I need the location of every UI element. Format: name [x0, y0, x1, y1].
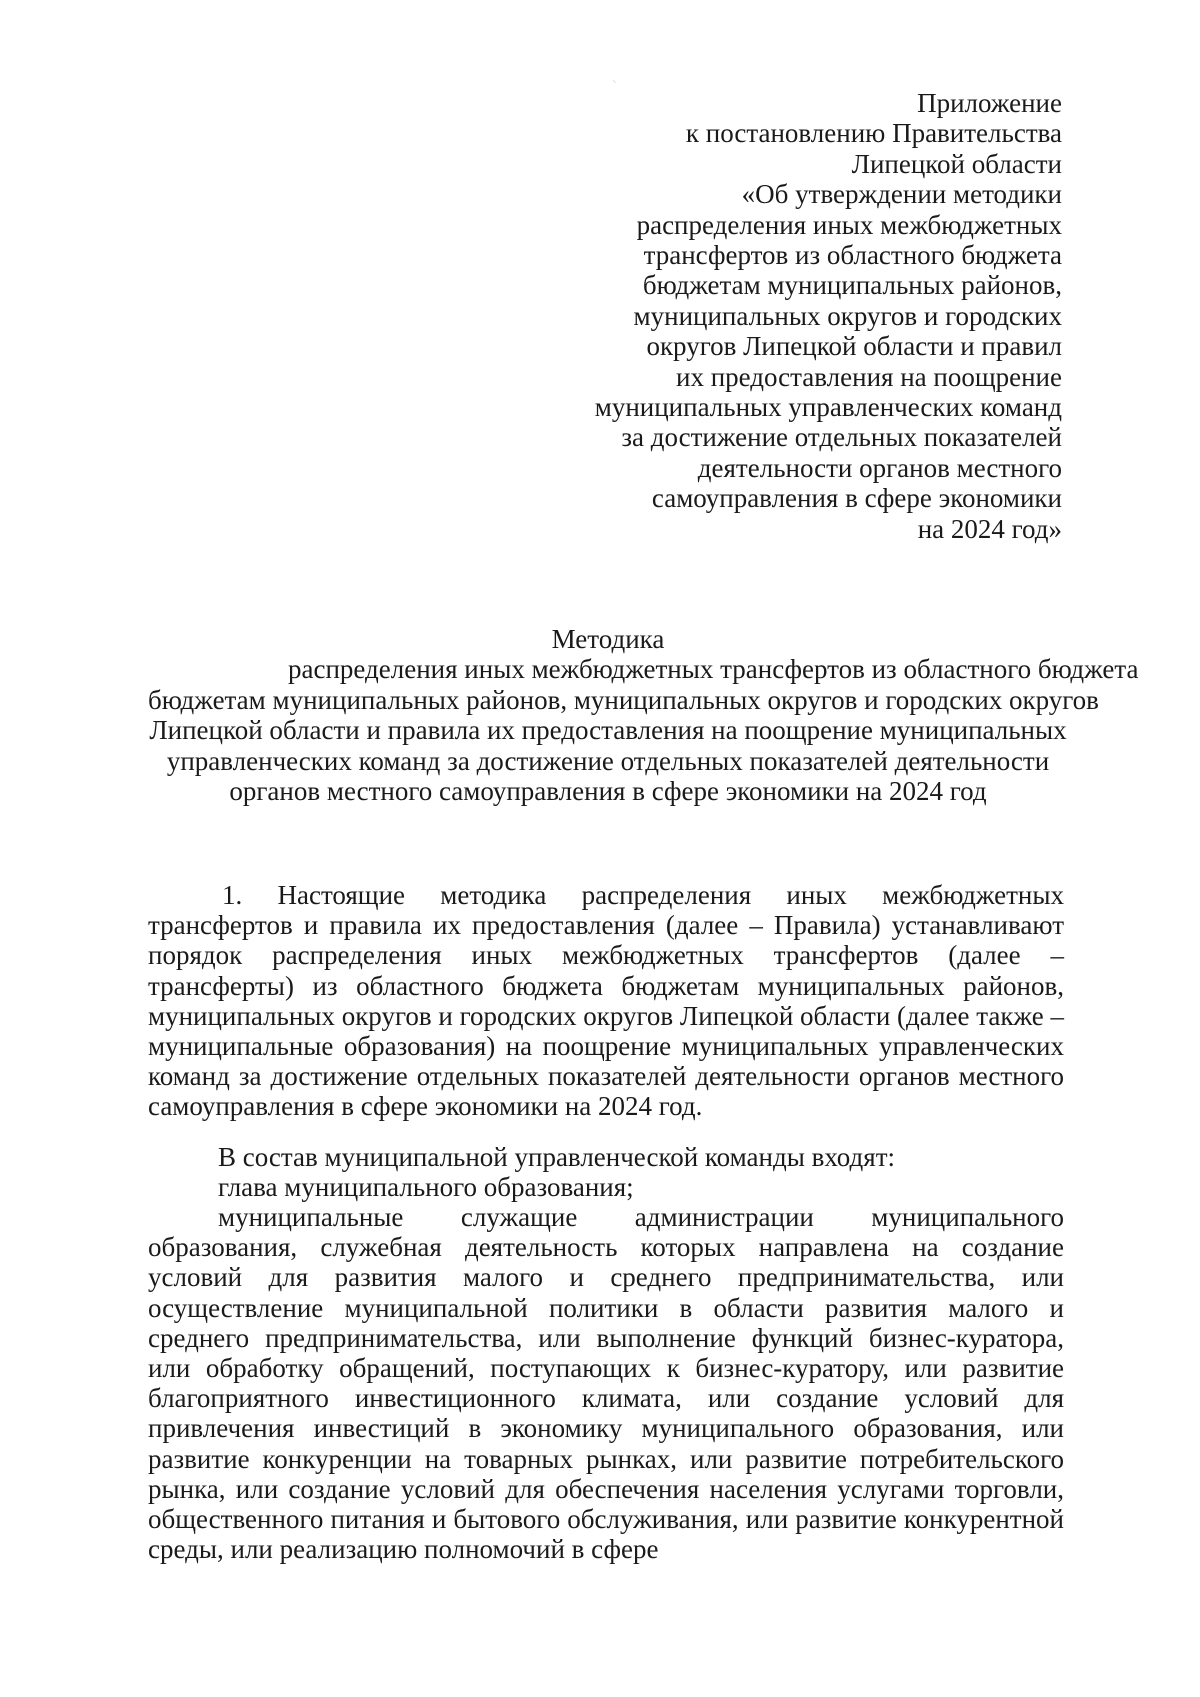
title-line: Липецкой области и правила их предоставления на поощрение муниципальных [149, 715, 1067, 746]
team-intro-paragraph: В состав муниципальной управленческой команды входят: [218, 1141, 895, 1172]
title-line: органов местного самоуправления в сфере экономики на 2024 год [229, 776, 987, 807]
appendix-line: за достижение отдельных показателей [621, 422, 1062, 453]
appendix-line: бюджетам муниципальных районов, [642, 270, 1062, 301]
document-title [148, 624, 1139, 807]
appendix-line: деятельности органов местного [697, 452, 1062, 483]
appendix-line: «Об утверждении методики [741, 179, 1062, 210]
appendix-line: округов Липецкой области и правил [646, 331, 1062, 362]
appendix-line: к постановлению Правительства [685, 118, 1062, 149]
appendix-header [502, 88, 1062, 544]
team-staff-paragraph: муниципальные служащие администрации муниципального образования, служебная деятельность которых направлена на создание условий для развития малого и среднего предпринимательства, или осуществление муниципальной политики в области развития малого и среднего предпринимательства, или выполнение функций бизнес-куратора, или обработку обращений, поступающих к бизнес-куратору, или развитие благоприятного инвестиционного климата, или создание условий для привлечения инвестиций в экономику муниципального образования, или развитие конкуренции на товарных рынках, или развитие потребительского рынка, или создание условий для обеспечения населения услугами торговли, общественного питания и бытового обслуживания, или развитие конкурентной среды, или реализацию полномочий в сфере [148, 1202, 1064, 1565]
appendix-line: трансфертов из областного бюджета [643, 240, 1062, 271]
appendix-line: распределения иных межбюджетных [636, 209, 1062, 240]
appendix-line: муниципальных управленческих команд [594, 392, 1062, 423]
appendix-line: самоуправления в сфере экономики [651, 483, 1062, 514]
appendix-line: муниципальных округов и городских [633, 300, 1062, 331]
appendix-line: их предоставления на поощрение [676, 361, 1062, 392]
paragraph-1: 1. Настоящие методика распределения иных межбюджетных трансфертов и правила их предоставления (далее – Правила) устанавливают порядок распределения иных межбюджетных трансфертов (далее – трансферты) из областного бюджета бюджетам муниципальных районов, муниципальных округов и городских округов Липецкой области (далее также – муниципальные образования) на поощрение муниципальных управленческих команд за достижение отдельных показателей деятельности органов местного самоуправления в сфере экономики на 2024 год. [148, 880, 1064, 1122]
title-line: бюджетам муниципальных районов, муниципальных округов и городских округов [148, 684, 1099, 715]
appendix-line: на 2024 год» [917, 513, 1062, 544]
appendix-line: Приложение [917, 88, 1062, 118]
appendix-line: Липецкой области [851, 148, 1062, 179]
document-body [148, 880, 1064, 1564]
title-line: распределения иных межбюджетных трансфертов из областного бюджета [288, 654, 1139, 685]
title-heading: Методика [551, 624, 665, 654]
scan-artifact-mark: ⸌ [612, 78, 617, 88]
team-head-paragraph: глава муниципального образования; [218, 1171, 634, 1202]
title-line: управленческих команд за достижение отдельных показателей деятельности [166, 745, 1050, 776]
